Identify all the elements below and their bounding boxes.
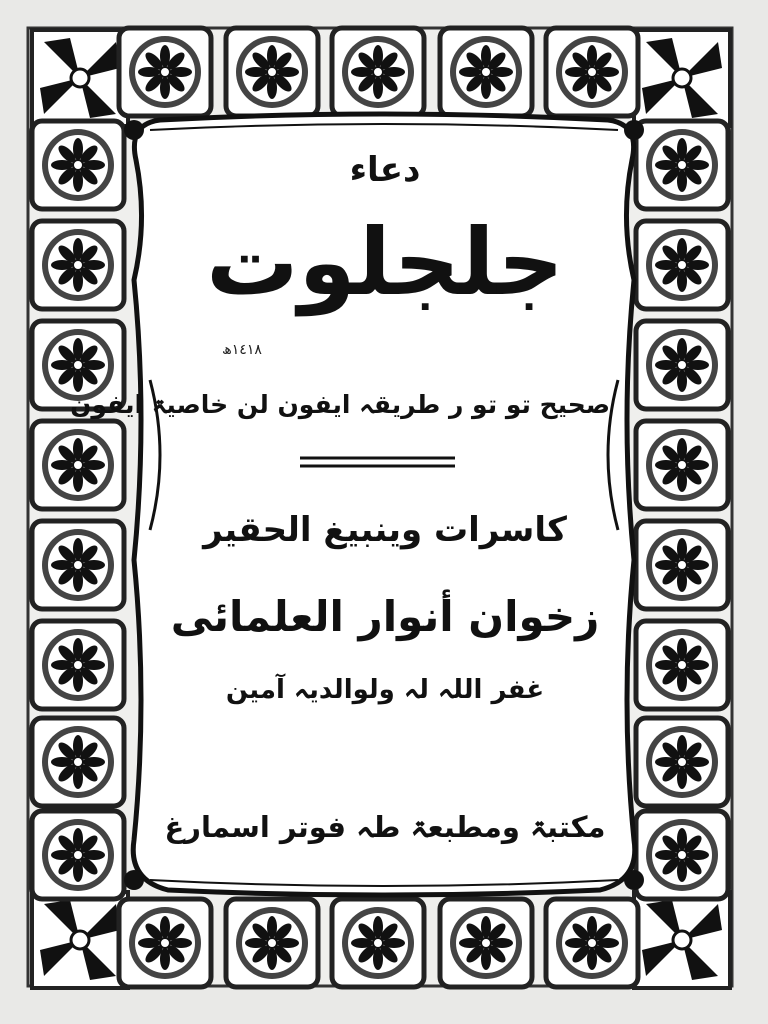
author-name: زخوان أنوار العلمائی: [170, 592, 600, 641]
description-line: صحیح تو تو ر طریقہ ایفون لن خاصیۃ ایفون: [70, 390, 610, 419]
publisher-name: مکتبۃ ومطبعۃ طہ فوتر اسمارغ: [164, 810, 606, 844]
book-title: جلجلوت: [206, 209, 564, 316]
prayer-line: غفر اللہ لہ ولوالدیہ آمین: [225, 675, 545, 705]
heading-dua: دعاء: [349, 150, 421, 190]
author-label: کاسرات وینبیغ الحقیر: [203, 510, 567, 550]
year-label: ١٤١٨ھ: [222, 342, 262, 358]
